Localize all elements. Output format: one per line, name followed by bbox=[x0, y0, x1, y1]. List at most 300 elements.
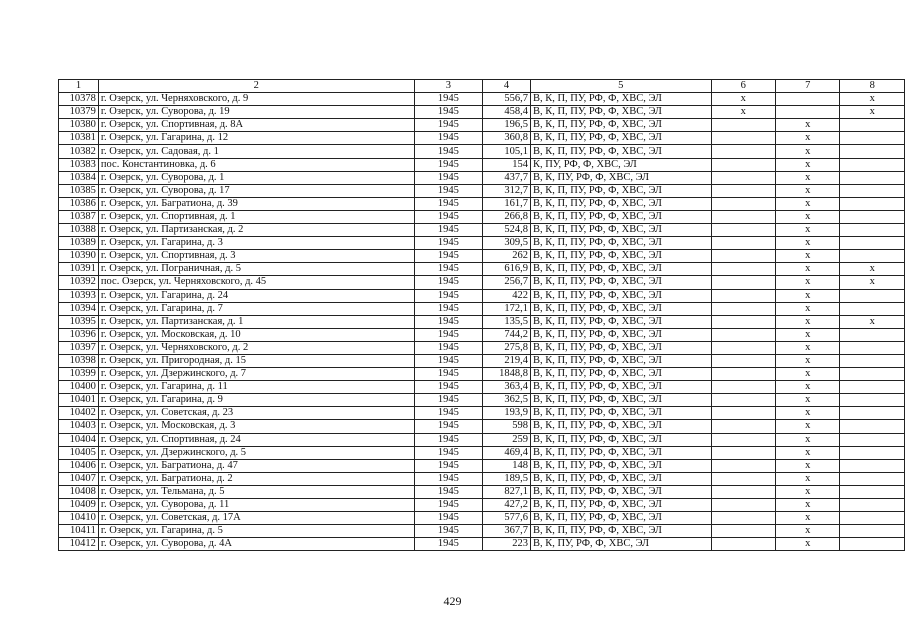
mark-cell-8 bbox=[840, 119, 905, 132]
mark-cell-8 bbox=[840, 446, 905, 459]
utilities-cell: В, К, П, ПУ, РФ, Ф, ХВС, ЭЛ bbox=[530, 525, 711, 538]
mark-cell-6 bbox=[711, 354, 775, 367]
mark-cell-8 bbox=[840, 328, 905, 341]
year-cell: 1945 bbox=[414, 158, 483, 171]
row-number-cell: 10397 bbox=[59, 341, 99, 354]
address-cell: г. Озерск, ул. Гагарина, д. 24 bbox=[98, 289, 414, 302]
utilities-cell: В, К, П, ПУ, РФ, Ф, ХВС, ЭЛ bbox=[530, 289, 711, 302]
mark-cell-6 bbox=[711, 119, 775, 132]
row-number-cell: 10402 bbox=[59, 407, 99, 420]
mark-cell-6 bbox=[711, 499, 775, 512]
table-row bbox=[59, 93, 905, 106]
row-number-cell: 10386 bbox=[59, 197, 99, 210]
address-cell: г. Озерск, ул. Партизанская, д. 1 bbox=[98, 315, 414, 328]
mark-cell-7: х bbox=[775, 499, 839, 512]
row-number-cell: 10388 bbox=[59, 224, 99, 237]
mark-cell-6 bbox=[711, 512, 775, 525]
mark-cell-6 bbox=[711, 302, 775, 315]
address-cell: г. Озерск, ул. Спортивная, д. 3 bbox=[98, 250, 414, 263]
row-number-cell: 10389 bbox=[59, 237, 99, 250]
column-header-8: 8 bbox=[840, 80, 905, 93]
row-number-cell: 10403 bbox=[59, 420, 99, 433]
address-cell: г. Озерск, ул. Московская, д. 10 bbox=[98, 328, 414, 341]
mark-cell-7 bbox=[775, 106, 839, 119]
year-cell: 1945 bbox=[414, 381, 483, 394]
address-cell: г. Озерск, ул. Гагарина, д. 12 bbox=[98, 132, 414, 145]
mark-cell-6 bbox=[711, 197, 775, 210]
mark-cell-7: х bbox=[775, 224, 839, 237]
row-number-cell: 10400 bbox=[59, 381, 99, 394]
table-row bbox=[59, 302, 905, 315]
mark-cell-7 bbox=[775, 93, 839, 106]
mark-cell-7: х bbox=[775, 197, 839, 210]
year-cell: 1945 bbox=[414, 184, 483, 197]
mark-cell-8 bbox=[840, 525, 905, 538]
utilities-cell: В, К, П, ПУ, РФ, Ф, ХВС, ЭЛ bbox=[530, 446, 711, 459]
mark-cell-6 bbox=[711, 433, 775, 446]
mark-cell-8 bbox=[840, 289, 905, 302]
area-cell: 275,8 bbox=[483, 341, 531, 354]
mark-cell-6 bbox=[711, 407, 775, 420]
mark-cell-6 bbox=[711, 289, 775, 302]
mark-cell-6 bbox=[711, 381, 775, 394]
mark-cell-6 bbox=[711, 328, 775, 341]
mark-cell-7: х bbox=[775, 407, 839, 420]
address-cell: г. Озерск, ул. Багратиона, д. 47 bbox=[98, 459, 414, 472]
area-cell: 256,7 bbox=[483, 276, 531, 289]
row-number-cell: 10384 bbox=[59, 171, 99, 184]
year-cell: 1945 bbox=[414, 276, 483, 289]
utilities-cell: В, К, П, ПУ, РФ, Ф, ХВС, ЭЛ bbox=[530, 368, 711, 381]
area-cell: 616,9 bbox=[483, 263, 531, 276]
mark-cell-6 bbox=[711, 237, 775, 250]
utilities-cell: В, К, ПУ, РФ, Ф, ХВС, ЭЛ bbox=[530, 538, 711, 551]
mark-cell-7: х bbox=[775, 289, 839, 302]
year-cell: 1945 bbox=[414, 433, 483, 446]
row-number-cell: 10378 bbox=[59, 93, 99, 106]
area-cell: 437,7 bbox=[483, 171, 531, 184]
table-row bbox=[59, 224, 905, 237]
table-row bbox=[59, 525, 905, 538]
table-header-row bbox=[59, 80, 905, 93]
utilities-cell: В, К, П, ПУ, РФ, Ф, ХВС, ЭЛ bbox=[530, 263, 711, 276]
column-header-1: 1 bbox=[59, 80, 99, 93]
year-cell: 1945 bbox=[414, 263, 483, 276]
table-row bbox=[59, 433, 905, 446]
area-cell: 524,8 bbox=[483, 224, 531, 237]
year-cell: 1945 bbox=[414, 302, 483, 315]
mark-cell-8 bbox=[840, 394, 905, 407]
utilities-cell: В, К, ПУ, РФ, Ф, ХВС, ЭЛ bbox=[530, 171, 711, 184]
mark-cell-6 bbox=[711, 459, 775, 472]
mark-cell-6 bbox=[711, 184, 775, 197]
mark-cell-7: х bbox=[775, 132, 839, 145]
table-row bbox=[59, 512, 905, 525]
area-cell: 362,5 bbox=[483, 394, 531, 407]
utilities-cell: В, К, П, ПУ, РФ, Ф, ХВС, ЭЛ bbox=[530, 93, 711, 106]
year-cell: 1945 bbox=[414, 446, 483, 459]
address-cell: г. Озерск, ул. Гагарина, д. 11 bbox=[98, 381, 414, 394]
year-cell: 1945 bbox=[414, 328, 483, 341]
row-number-cell: 10398 bbox=[59, 354, 99, 367]
area-cell: 367,7 bbox=[483, 525, 531, 538]
area-cell: 259 bbox=[483, 433, 531, 446]
year-cell: 1945 bbox=[414, 171, 483, 184]
table-row bbox=[59, 472, 905, 485]
area-cell: 556,7 bbox=[483, 93, 531, 106]
mark-cell-6 bbox=[711, 341, 775, 354]
mark-cell-6 bbox=[711, 315, 775, 328]
area-cell: 262 bbox=[483, 250, 531, 263]
utilities-cell: В, К, П, ПУ, РФ, Ф, ХВС, ЭЛ bbox=[530, 407, 711, 420]
utilities-cell: В, К, П, ПУ, РФ, Ф, ХВС, ЭЛ bbox=[530, 237, 711, 250]
mark-cell-8 bbox=[840, 407, 905, 420]
area-cell: 827,1 bbox=[483, 485, 531, 498]
year-cell: 1945 bbox=[414, 237, 483, 250]
row-number-cell: 10392 bbox=[59, 276, 99, 289]
row-number-cell: 10390 bbox=[59, 250, 99, 263]
area-cell: 219,4 bbox=[483, 354, 531, 367]
row-number-cell: 10396 bbox=[59, 328, 99, 341]
area-cell: 309,5 bbox=[483, 237, 531, 250]
row-number-cell: 10393 bbox=[59, 289, 99, 302]
utilities-cell: В, К, П, ПУ, РФ, Ф, ХВС, ЭЛ bbox=[530, 341, 711, 354]
table-row bbox=[59, 407, 905, 420]
utilities-cell: В, К, П, ПУ, РФ, Ф, ХВС, ЭЛ bbox=[530, 106, 711, 119]
mark-cell-7: х bbox=[775, 485, 839, 498]
address-cell: г. Озерск, ул. Партизанская, д. 2 bbox=[98, 224, 414, 237]
mark-cell-8: х bbox=[840, 263, 905, 276]
utilities-cell: В, К, П, ПУ, РФ, Ф, ХВС, ЭЛ bbox=[530, 315, 711, 328]
area-cell: 154 bbox=[483, 158, 531, 171]
utilities-cell: В, К, П, ПУ, РФ, Ф, ХВС, ЭЛ bbox=[530, 302, 711, 315]
mark-cell-7: х bbox=[775, 263, 839, 276]
area-cell: 148 bbox=[483, 459, 531, 472]
column-header-2: 2 bbox=[98, 80, 414, 93]
table-row bbox=[59, 263, 905, 276]
mark-cell-8 bbox=[840, 485, 905, 498]
address-cell: г. Озерск, ул. Садовая, д. 1 bbox=[98, 145, 414, 158]
year-cell: 1945 bbox=[414, 341, 483, 354]
mark-cell-7: х bbox=[775, 538, 839, 551]
mark-cell-6 bbox=[711, 368, 775, 381]
area-cell: 189,5 bbox=[483, 472, 531, 485]
utilities-cell: В, К, П, ПУ, РФ, Ф, ХВС, ЭЛ bbox=[530, 512, 711, 525]
year-cell: 1945 bbox=[414, 289, 483, 302]
row-number-cell: 10383 bbox=[59, 158, 99, 171]
mark-cell-7: х bbox=[775, 276, 839, 289]
address-cell: г. Озерск, ул. Спортивная, д. 8А bbox=[98, 119, 414, 132]
area-cell: 172,1 bbox=[483, 302, 531, 315]
row-number-cell: 10408 bbox=[59, 485, 99, 498]
row-number-cell: 10379 bbox=[59, 106, 99, 119]
utilities-cell: В, К, П, ПУ, РФ, Ф, ХВС, ЭЛ bbox=[530, 210, 711, 223]
utilities-cell: В, К, П, ПУ, РФ, Ф, ХВС, ЭЛ bbox=[530, 132, 711, 145]
utilities-cell: В, К, П, ПУ, РФ, Ф, ХВС, ЭЛ bbox=[530, 224, 711, 237]
table-row bbox=[59, 485, 905, 498]
mark-cell-8 bbox=[840, 237, 905, 250]
table-row bbox=[59, 158, 905, 171]
row-number-cell: 10387 bbox=[59, 210, 99, 223]
row-number-cell: 10401 bbox=[59, 394, 99, 407]
table-row bbox=[59, 197, 905, 210]
mark-cell-7: х bbox=[775, 302, 839, 315]
mark-cell-7: х bbox=[775, 328, 839, 341]
mark-cell-7: х bbox=[775, 171, 839, 184]
table-row bbox=[59, 250, 905, 263]
mark-cell-8 bbox=[840, 145, 905, 158]
row-number-cell: 10409 bbox=[59, 499, 99, 512]
mark-cell-6 bbox=[711, 485, 775, 498]
row-number-cell: 10381 bbox=[59, 132, 99, 145]
address-cell: г. Озерск, ул. Суворова, д. 4А bbox=[98, 538, 414, 551]
address-cell: г. Озерск, ул. Гагарина, д. 5 bbox=[98, 525, 414, 538]
mark-cell-7: х bbox=[775, 145, 839, 158]
row-number-cell: 10410 bbox=[59, 512, 99, 525]
utilities-cell: В, К, П, ПУ, РФ, Ф, ХВС, ЭЛ bbox=[530, 420, 711, 433]
year-cell: 1945 bbox=[414, 145, 483, 158]
address-cell: г. Озерск, ул. Спортивная, д. 1 bbox=[98, 210, 414, 223]
address-cell: г. Озерск, ул. Гагарина, д. 9 bbox=[98, 394, 414, 407]
mark-cell-7: х bbox=[775, 394, 839, 407]
table-row bbox=[59, 276, 905, 289]
mark-cell-7: х bbox=[775, 446, 839, 459]
mark-cell-6 bbox=[711, 250, 775, 263]
table-row bbox=[59, 145, 905, 158]
table-row bbox=[59, 106, 905, 119]
mark-cell-8 bbox=[840, 341, 905, 354]
utilities-cell: В, К, П, ПУ, РФ, Ф, ХВС, ЭЛ bbox=[530, 499, 711, 512]
address-cell: г. Озерск, ул. Суворова, д. 11 bbox=[98, 499, 414, 512]
utilities-cell: В, К, П, ПУ, РФ, Ф, ХВС, ЭЛ bbox=[530, 354, 711, 367]
row-number-cell: 10406 bbox=[59, 459, 99, 472]
mark-cell-7: х bbox=[775, 433, 839, 446]
table-row bbox=[59, 354, 905, 367]
mark-cell-8 bbox=[840, 538, 905, 551]
row-number-cell: 10405 bbox=[59, 446, 99, 459]
register-table bbox=[58, 79, 905, 551]
mark-cell-7: х bbox=[775, 420, 839, 433]
area-cell: 105,1 bbox=[483, 145, 531, 158]
area-cell: 135,5 bbox=[483, 315, 531, 328]
address-cell: г. Озерск, ул. Гагарина, д. 3 bbox=[98, 237, 414, 250]
area-cell: 1848,8 bbox=[483, 368, 531, 381]
address-cell: г. Озерск, ул. Советская, д. 23 bbox=[98, 407, 414, 420]
utilities-cell: В, К, П, ПУ, РФ, Ф, ХВС, ЭЛ bbox=[530, 328, 711, 341]
year-cell: 1945 bbox=[414, 224, 483, 237]
area-cell: 427,2 bbox=[483, 499, 531, 512]
table-row bbox=[59, 368, 905, 381]
mark-cell-6 bbox=[711, 263, 775, 276]
area-cell: 312,7 bbox=[483, 184, 531, 197]
address-cell: г. Озерск, ул. Дзержинского, д. 5 bbox=[98, 446, 414, 459]
year-cell: 1945 bbox=[414, 106, 483, 119]
address-cell: г. Озерск, ул. Черняховского, д. 9 bbox=[98, 93, 414, 106]
mark-cell-8 bbox=[840, 499, 905, 512]
area-cell: 577,6 bbox=[483, 512, 531, 525]
mark-cell-7: х bbox=[775, 368, 839, 381]
address-cell: г. Озерск, ул. Багратиона, д. 39 bbox=[98, 197, 414, 210]
mark-cell-6 bbox=[711, 132, 775, 145]
utilities-cell: К, ПУ, РФ, Ф, ХВС, ЭЛ bbox=[530, 158, 711, 171]
mark-cell-7: х bbox=[775, 119, 839, 132]
mark-cell-8 bbox=[840, 171, 905, 184]
address-cell: г. Озерск, ул. Гагарина, д. 7 bbox=[98, 302, 414, 315]
mark-cell-6: х bbox=[711, 93, 775, 106]
row-number-cell: 10399 bbox=[59, 368, 99, 381]
mark-cell-6 bbox=[711, 171, 775, 184]
address-cell: г. Озерск, ул. Суворова, д. 17 bbox=[98, 184, 414, 197]
utilities-cell: В, К, П, ПУ, РФ, Ф, ХВС, ЭЛ bbox=[530, 119, 711, 132]
year-cell: 1945 bbox=[414, 119, 483, 132]
address-cell: г. Озерск, ул. Тельмана, д. 5 bbox=[98, 485, 414, 498]
mark-cell-8 bbox=[840, 368, 905, 381]
mark-cell-8 bbox=[840, 512, 905, 525]
mark-cell-8 bbox=[840, 354, 905, 367]
mark-cell-6 bbox=[711, 145, 775, 158]
mark-cell-7: х bbox=[775, 237, 839, 250]
area-cell: 458,4 bbox=[483, 106, 531, 119]
address-cell: г. Озерск, ул. Московская, д. 3 bbox=[98, 420, 414, 433]
mark-cell-7: х bbox=[775, 210, 839, 223]
year-cell: 1945 bbox=[414, 132, 483, 145]
address-cell: г. Озерск, ул. Спортивная, д. 24 bbox=[98, 433, 414, 446]
row-number-cell: 10411 bbox=[59, 525, 99, 538]
mark-cell-6 bbox=[711, 446, 775, 459]
address-cell: пос. Константиновка, д. 6 bbox=[98, 158, 414, 171]
area-cell: 598 bbox=[483, 420, 531, 433]
table-body bbox=[59, 93, 905, 551]
table-row bbox=[59, 237, 905, 250]
mark-cell-6 bbox=[711, 525, 775, 538]
year-cell: 1945 bbox=[414, 512, 483, 525]
area-cell: 193,9 bbox=[483, 407, 531, 420]
mark-cell-8 bbox=[840, 420, 905, 433]
area-cell: 196,5 bbox=[483, 119, 531, 132]
row-number-cell: 10394 bbox=[59, 302, 99, 315]
address-cell: г. Озерск, ул. Пограничная, д. 5 bbox=[98, 263, 414, 276]
utilities-cell: В, К, П, ПУ, РФ, Ф, ХВС, ЭЛ bbox=[530, 197, 711, 210]
table-row bbox=[59, 315, 905, 328]
area-cell: 223 bbox=[483, 538, 531, 551]
mark-cell-6 bbox=[711, 538, 775, 551]
row-number-cell: 10407 bbox=[59, 472, 99, 485]
utilities-cell: В, К, П, ПУ, РФ, Ф, ХВС, ЭЛ bbox=[530, 276, 711, 289]
mark-cell-7: х bbox=[775, 472, 839, 485]
utilities-cell: В, К, П, ПУ, РФ, Ф, ХВС, ЭЛ bbox=[530, 394, 711, 407]
mark-cell-6 bbox=[711, 210, 775, 223]
mark-cell-8 bbox=[840, 381, 905, 394]
year-cell: 1945 bbox=[414, 197, 483, 210]
row-number-cell: 10404 bbox=[59, 433, 99, 446]
area-cell: 363,4 bbox=[483, 381, 531, 394]
utilities-cell: В, К, П, ПУ, РФ, Ф, ХВС, ЭЛ bbox=[530, 145, 711, 158]
table-row bbox=[59, 538, 905, 551]
year-cell: 1945 bbox=[414, 394, 483, 407]
table-row bbox=[59, 341, 905, 354]
table-row bbox=[59, 289, 905, 302]
year-cell: 1945 bbox=[414, 499, 483, 512]
area-cell: 161,7 bbox=[483, 197, 531, 210]
mark-cell-8 bbox=[840, 132, 905, 145]
table-row bbox=[59, 394, 905, 407]
table-row bbox=[59, 499, 905, 512]
mark-cell-8: х bbox=[840, 93, 905, 106]
utilities-cell: В, К, П, ПУ, РФ, Ф, ХВС, ЭЛ bbox=[530, 381, 711, 394]
column-header-3: 3 bbox=[414, 80, 483, 93]
address-cell: г. Озерск, ул. Пригородная, д. 15 bbox=[98, 354, 414, 367]
mark-cell-8 bbox=[840, 433, 905, 446]
table-row bbox=[59, 446, 905, 459]
year-cell: 1945 bbox=[414, 538, 483, 551]
row-number-cell: 10391 bbox=[59, 263, 99, 276]
mark-cell-7: х bbox=[775, 184, 839, 197]
mark-cell-6 bbox=[711, 276, 775, 289]
address-cell: г. Озерск, ул. Багратиона, д. 2 bbox=[98, 472, 414, 485]
address-cell: пос. Озерск, ул. Черняховского, д. 45 bbox=[98, 276, 414, 289]
mark-cell-7: х bbox=[775, 525, 839, 538]
utilities-cell: В, К, П, ПУ, РФ, Ф, ХВС, ЭЛ bbox=[530, 250, 711, 263]
mark-cell-8 bbox=[840, 459, 905, 472]
area-cell: 469,4 bbox=[483, 446, 531, 459]
address-cell: г. Озерск, ул. Суворова, д. 19 bbox=[98, 106, 414, 119]
mark-cell-7: х bbox=[775, 381, 839, 394]
address-cell: г. Озерск, ул. Суворова, д. 1 bbox=[98, 171, 414, 184]
mark-cell-7: х bbox=[775, 315, 839, 328]
mark-cell-8 bbox=[840, 250, 905, 263]
address-cell: г. Озерск, ул. Дзержинского, д. 7 bbox=[98, 368, 414, 381]
mark-cell-7: х bbox=[775, 341, 839, 354]
utilities-cell: В, К, П, ПУ, РФ, Ф, ХВС, ЭЛ bbox=[530, 184, 711, 197]
table-row bbox=[59, 171, 905, 184]
year-cell: 1945 bbox=[414, 485, 483, 498]
table-row bbox=[59, 420, 905, 433]
table-row bbox=[59, 210, 905, 223]
mark-cell-8 bbox=[840, 224, 905, 237]
mark-cell-8 bbox=[840, 210, 905, 223]
mark-cell-7: х bbox=[775, 354, 839, 367]
mark-cell-6 bbox=[711, 158, 775, 171]
area-cell: 422 bbox=[483, 289, 531, 302]
column-header-7: 7 bbox=[775, 80, 839, 93]
address-cell: г. Озерск, ул. Черняховского, д. 2 bbox=[98, 341, 414, 354]
column-header-6: 6 bbox=[711, 80, 775, 93]
year-cell: 1945 bbox=[414, 472, 483, 485]
utilities-cell: В, К, П, ПУ, РФ, Ф, ХВС, ЭЛ bbox=[530, 433, 711, 446]
table-row bbox=[59, 381, 905, 394]
mark-cell-6 bbox=[711, 224, 775, 237]
table-row bbox=[59, 459, 905, 472]
row-number-cell: 10385 bbox=[59, 184, 99, 197]
year-cell: 1945 bbox=[414, 210, 483, 223]
table-row bbox=[59, 132, 905, 145]
year-cell: 1945 bbox=[414, 315, 483, 328]
mark-cell-7: х bbox=[775, 512, 839, 525]
year-cell: 1945 bbox=[414, 459, 483, 472]
table-row bbox=[59, 328, 905, 341]
mark-cell-6: х bbox=[711, 106, 775, 119]
year-cell: 1945 bbox=[414, 93, 483, 106]
mark-cell-8: х bbox=[840, 276, 905, 289]
row-number-cell: 10382 bbox=[59, 145, 99, 158]
year-cell: 1945 bbox=[414, 525, 483, 538]
mark-cell-8 bbox=[840, 184, 905, 197]
area-cell: 266,8 bbox=[483, 210, 531, 223]
mark-cell-7: х bbox=[775, 250, 839, 263]
page-number: 429 bbox=[443, 594, 462, 608]
utilities-cell: В, К, П, ПУ, РФ, Ф, ХВС, ЭЛ bbox=[530, 485, 711, 498]
table-row bbox=[59, 184, 905, 197]
